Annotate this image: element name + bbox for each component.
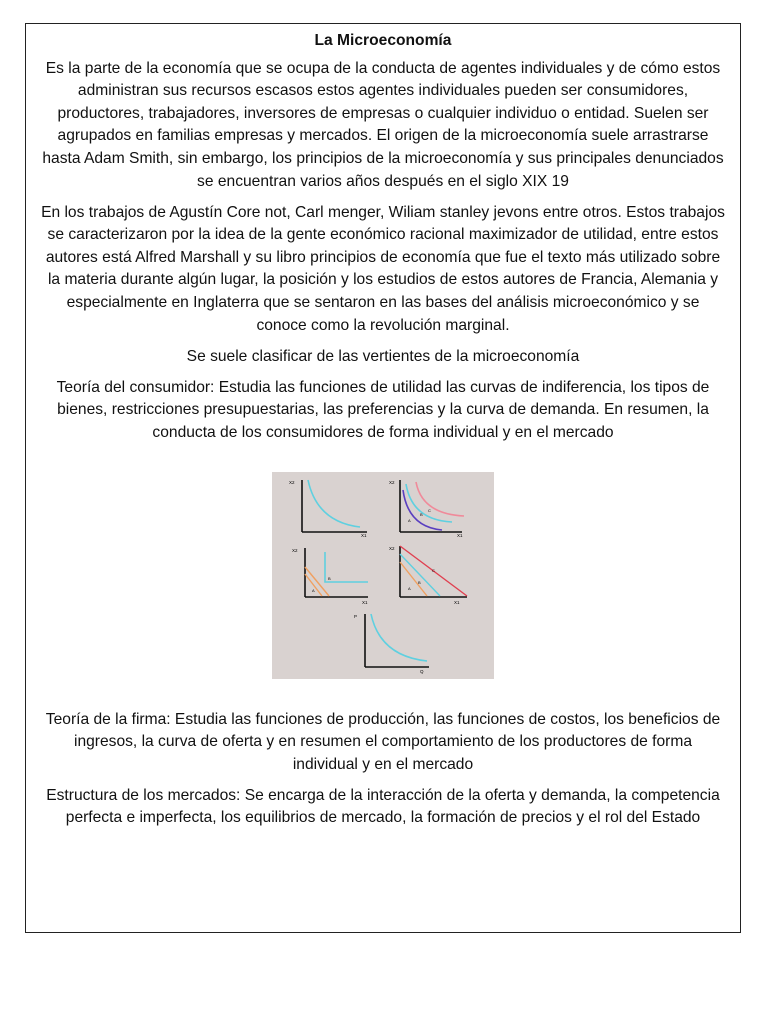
curve-label-b: B (420, 511, 423, 517)
indifference-curves-figure (272, 472, 494, 679)
axis-label-x1: X1 (457, 532, 463, 538)
document-body (26, 24, 740, 830)
figure-container (40, 472, 726, 679)
panel-middle-right (389, 546, 467, 605)
line-label-b: B (418, 579, 421, 585)
paragraph-firm-theory: Teoría de la firma: Estudia las funciones de producción, las funciones de costos, los beneficios de ingresos, la curva de oferta y en resumen el comportamiento de los productores de forma individual y en el mercado (45, 710, 721, 773)
demand-curve (371, 614, 427, 661)
paragraph-definition: Es la parte de la economía que se ocupa de la conducta de agentes individuales y de cómo estos administran sus recursos escasos estos agentes individuales pueden ser consumidores, productores, trabajadores, inversores de empresas o cualquier individuo o entidad. Suelen ser agrupados en familias empresas y mercados. El origen de la microeconomía suele arrastrarse hasta Adam Smith, sin embargo, los principios de la microeconomía y sus principales denunciados se encuentran varios años después en el siglo XIX 19 (42, 59, 724, 190)
axis-label-x2: X2 (292, 547, 298, 553)
perfect-complements-curve (325, 552, 368, 582)
point-label-b: B (328, 575, 331, 581)
point-label-a: A (312, 587, 315, 593)
axis-label-q: Q (420, 668, 424, 674)
panel-top-left (289, 480, 367, 538)
axis-label-x2: X2 (389, 479, 395, 485)
document-title: La Microeconomía (314, 32, 452, 49)
indifference-curve (308, 480, 360, 527)
axis-label-p: P (354, 613, 358, 619)
panel-top-right (389, 480, 464, 538)
line-label-a: A (408, 585, 411, 591)
curve-label-a: A (408, 517, 411, 523)
axis-label-x1: X1 (361, 532, 367, 538)
axis-label-x1: X1 (362, 599, 368, 605)
figure-graphic (272, 472, 494, 679)
indifference-curve-c (416, 482, 464, 516)
paragraph-history: En los trabajos de Agustín Core not, Carl menger, Wiliam stanley jevons entre otros. Estos trabajos se caracterizaron por la idea de la gente económico racional maximizador de utilidad, entre estos autores está Alfred Marshall y su libro principios de economía que fue el texto más utilizado sobre la materia durante algún lugar, la posición y los estudios de estos autores de Francia, Alemania y especialmente en Inglaterra que se sentaron en las bases del análisis microeconómico y se conoce como la revolución marginal. (41, 203, 725, 334)
paragraph-classification: Se suele clasificar de las vertientes de la microeconomía (186, 347, 580, 365)
line-label-c: C (432, 567, 435, 573)
axis-label-x2: X2 (289, 479, 295, 485)
paragraph-market-structure: Estructura de los mercados: Se encarga de la interacción de la oferta y demanda, la competencia perfecta e imperfecta, los equilibrios de mercado, la formación de precios y el rol del Estado (46, 786, 720, 827)
curve-label-c: C (428, 507, 431, 513)
page-frame (25, 23, 741, 933)
axis-label-x2: X2 (389, 545, 395, 551)
paragraph-consumer-theory: Teoría del consumidor: Estudia las funciones de utilidad las curvas de indiferencia, los tipos de bienes, restricciones presupuestarias, las preferencias y la curva de demanda. En resumen, la conducta de los consumidores de forma individual y en el mercado (56, 378, 710, 441)
panel-middle-left (292, 548, 368, 605)
axis-label-x1: X1 (454, 599, 460, 605)
panel-bottom-demand (354, 614, 429, 674)
